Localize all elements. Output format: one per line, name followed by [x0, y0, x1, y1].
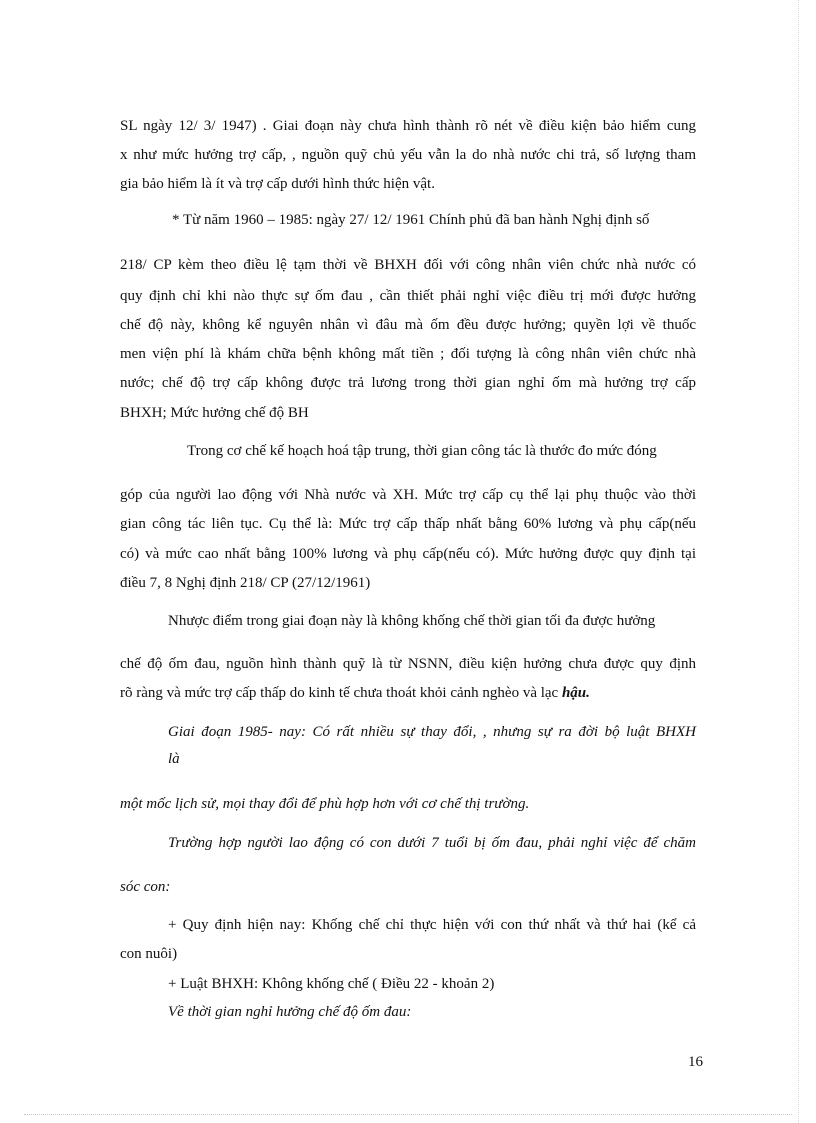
paragraph-line: quy định chỉ khi nào thực sự ốm đau , cần thiết phải nghỉ việc điều trị mới được hưởng — [120, 288, 696, 304]
italic-paragraph-line: sóc con: — [120, 879, 171, 895]
paragraph-line: gian công tác liên tục. Cụ thể là: Mức trợ cấp thấp nhất bằng 60% lương và phụ cấp(nếu — [120, 516, 696, 532]
paragraph-line: chế độ ốm đau, nguồn hình thành quỹ là từ NSNN, điều kiện hưởng chưa được quy định — [120, 656, 696, 672]
footer-dotted-rule — [24, 1114, 792, 1115]
italic-paragraph-line: Trường hợp người lao động có con dưới 7 tuổi bị ốm đau, phải nghỉ việc để chăm — [168, 835, 696, 851]
paragraph-line: nước; chế độ trợ cấp không được trả lương trong thời gian nghỉ ốm mà hưởng trợ cấp — [120, 375, 696, 391]
paragraph-first-line: Trong cơ chế kế hoạch hoá tập trung, thời gian công tác là thước đo mức đóng — [187, 443, 657, 459]
paragraph-line: men viện phí là khám chữa bệnh không mất tiền ; đối tượng là công nhân viên chức nhà — [120, 346, 696, 362]
paragraph-line: chế độ này, không kể nguyên nhân vì đâu mà ốm đều được hưởng; quyền lợi về thuốc — [120, 317, 696, 333]
paragraph-line: góp của người lao động với Nhà nước và XH. Mức trợ cấp cụ thể lại phụ thuộc vào thời — [120, 487, 696, 503]
section-heading-line: * Từ năm 1960 – 1985: ngày 27/ 12/ 1961 Chính phủ đã ban hành Nghị định số — [172, 212, 650, 228]
emphasis-text: hậu. — [561, 685, 590, 701]
bullet-line: + Quy định hiện nay: Khống chế chỉ thực hiện với con thứ nhất và thứ hai (kể cả — [168, 917, 696, 933]
italic-paragraph-line: Giai đoạn 1985- nay: Có rất nhiều sự thay đổi, , nhưng sự ra đời bộ luật BHXH — [168, 724, 696, 740]
paragraph-line: có) và mức cao nhất bằng 100% lương và phụ cấp(nếu có). Mức hưởng được quy định tại — [120, 546, 696, 562]
italic-heading-line: Về thời gian nghỉ hưởng chế độ ốm đau: — [168, 1004, 412, 1020]
paragraph-line: x như mức hưởng trợ cấp, , nguồn quỹ chủ yếu vẫn la do nhà nước chi trả, số lượng tham — [120, 147, 696, 163]
paragraph-line: gia bảo hiểm là ít và trợ cấp dưới hình thức hiện vật. — [120, 176, 435, 192]
paragraph-line: SL ngày 12/ 3/ 1947) . Giai đoạn này chưa hình thành rõ nét về điều kiện bảo hiểm cung — [120, 118, 696, 134]
paragraph-text: rõ ràng và mức trợ cấp thấp do kinh tế chưa thoát khỏi cảnh nghèo và lạc — [120, 685, 559, 701]
page-right-edge — [798, 0, 799, 1123]
paragraph-first-line: Nhược điểm trong giai đoạn này là không khống chế thời gian tối đa được hưởng — [168, 613, 656, 629]
page-number: 16 — [688, 1054, 703, 1070]
paragraph-line: điều 7, 8 Nghị định 218/ CP (27/12/1961) — [120, 575, 371, 591]
paragraph-line: 218/ CP kèm theo điều lệ tạm thời về BHXH đối với công nhân viên chức nhà nước có — [120, 257, 696, 273]
paragraph-line — [120, 684, 696, 702]
italic-paragraph-line: một mốc lịch sử, mọi thay đổi để phù hợp hơn với cơ chế thị trường. — [120, 796, 530, 812]
italic-paragraph-line: là — [168, 751, 180, 767]
paragraph-line: BHXH; Mức hưởng chế độ BH — [120, 405, 309, 421]
bullet-continuation-line: con nuôi) — [120, 946, 178, 962]
bullet-line: + Luật BHXH: Không khống chế ( Điều 22 - khoản 2) — [168, 976, 495, 992]
